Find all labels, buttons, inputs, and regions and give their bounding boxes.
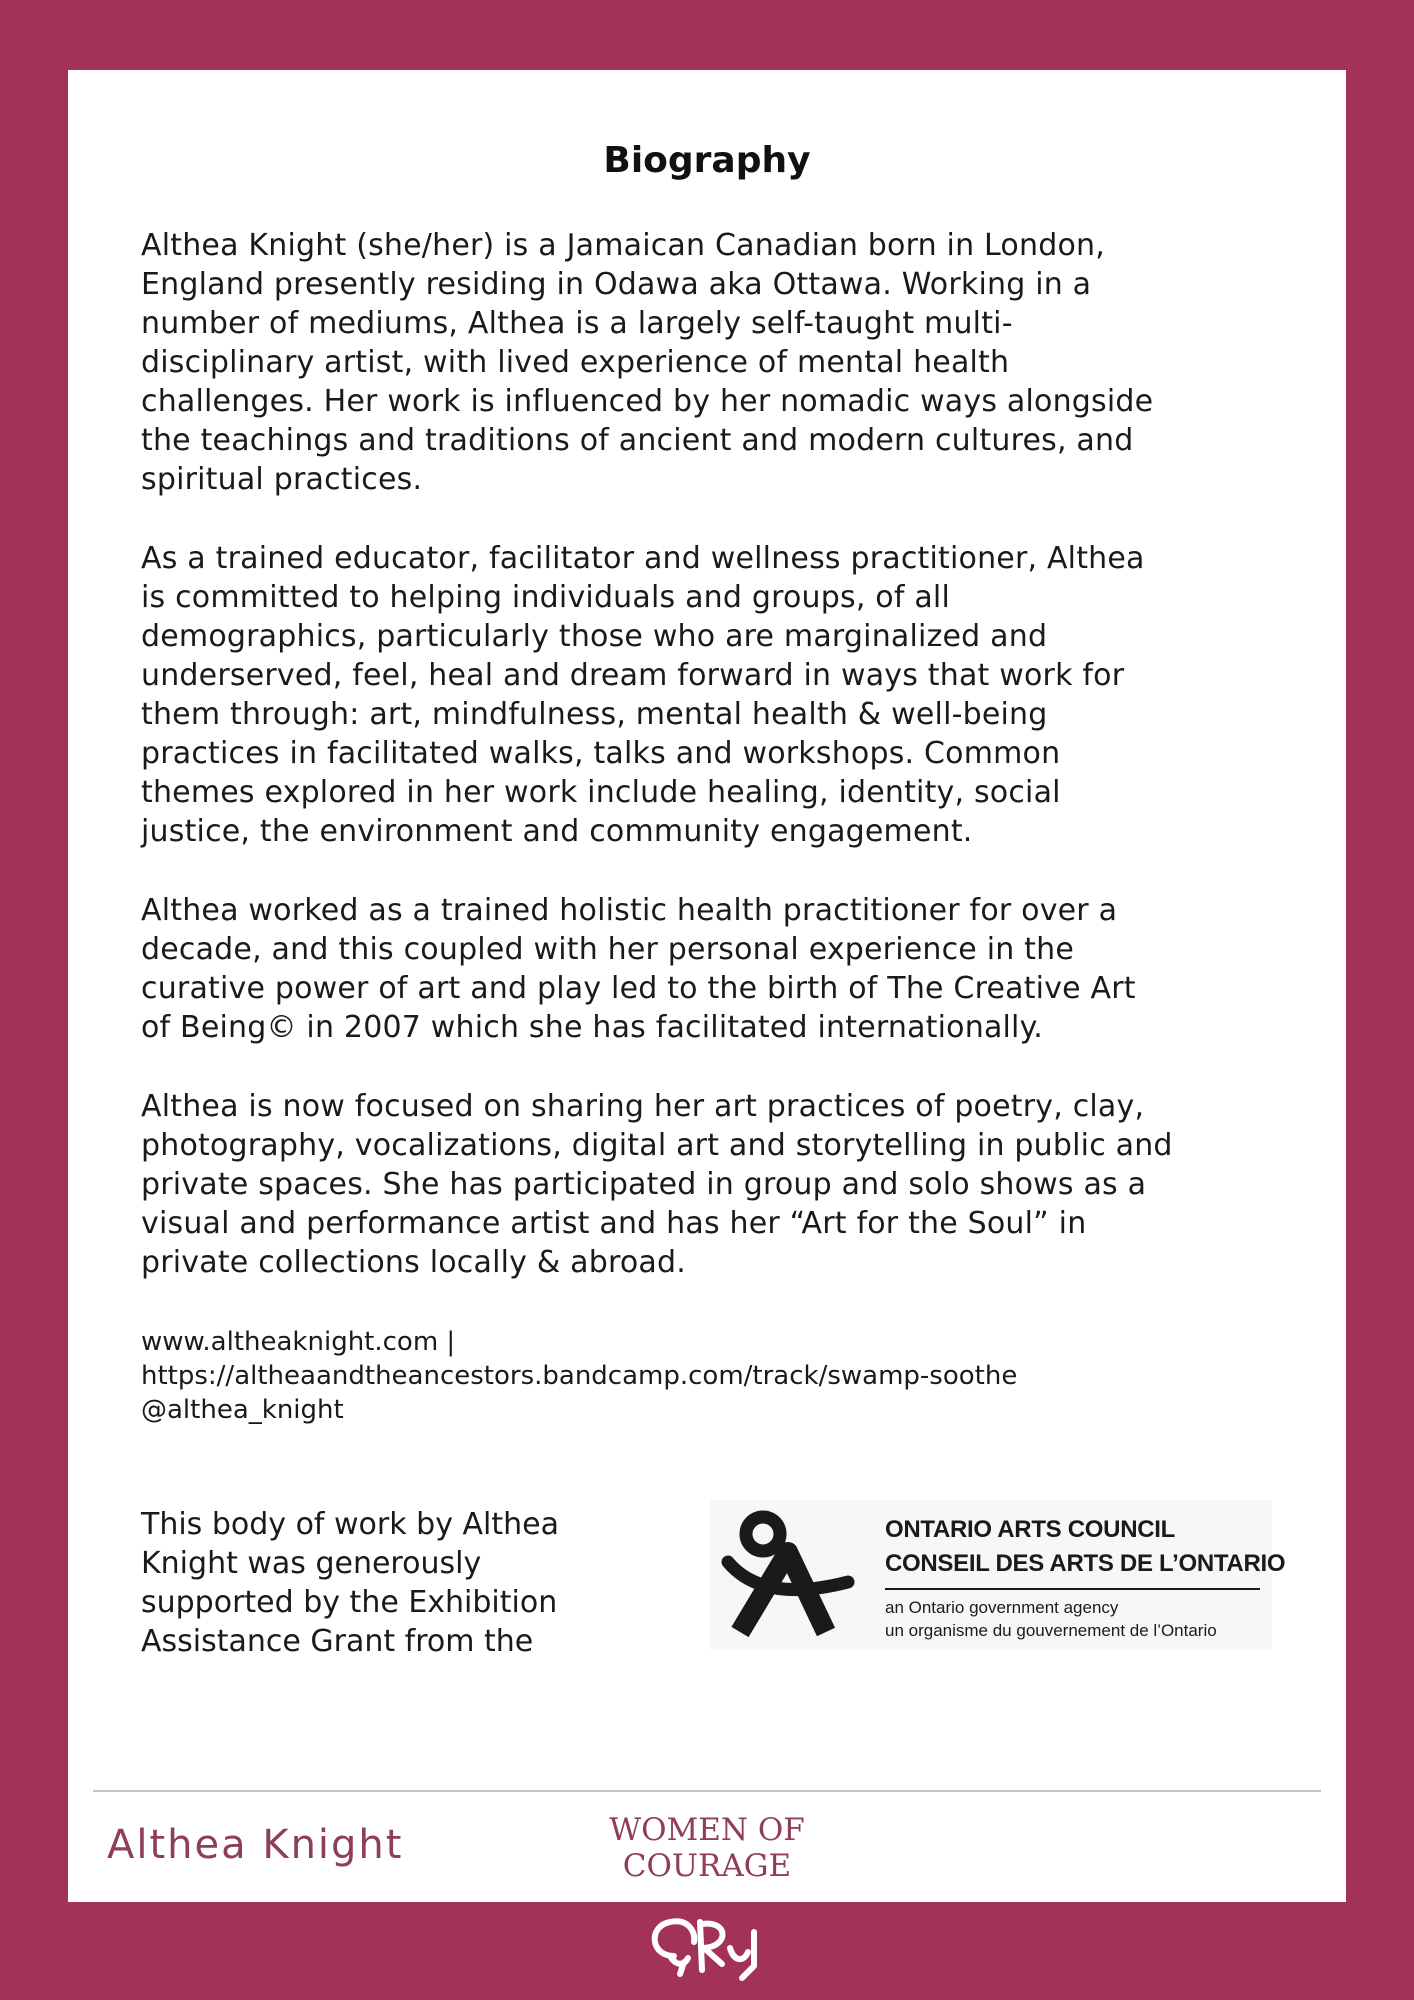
ontario-arts-council-logo bbox=[710, 1500, 1286, 1650]
website-link[interactable]: www.altheaknight.com | bbox=[141, 1327, 456, 1357]
oac-tagline-english: an Ontario government agency bbox=[885, 1598, 1119, 1617]
gallery-logo-icon bbox=[644, 1912, 772, 1986]
series-title-line-1: WOMEN OF bbox=[609, 1812, 805, 1848]
page-title: Biography bbox=[603, 140, 811, 181]
footer-artist-name: Althea Knight bbox=[107, 1822, 404, 1868]
footer-divider bbox=[93, 1790, 1321, 1792]
oac-name-french: CONSEIL DES ARTS DE L’ONTARIO bbox=[885, 1550, 1286, 1577]
contact-links bbox=[141, 1325, 1017, 1427]
oac-name-english: ONTARIO ARTS COUNCIL bbox=[885, 1516, 1175, 1543]
bio-paragraph-2: As a trained educator, facilitator and wellness practitioner, Althea is committed to helping individuals and groups, of all demographics, particularly those who are marginalized and underserved, feel, heal and dream forward in ways that work for them through: art, mindfulness, mental health & well-being practices in facilitated walks, talks and workshops. Common themes explored in her work include healing, identity, social justice, the environment and community engagement. bbox=[141, 541, 1145, 849]
oac-mark-icon bbox=[718, 1504, 878, 1646]
bio-paragraph-3: Althea worked as a trained holistic health practitioner for over a decade, and this coupled with her personal experience in the curative power of art and play led to the birth of The Creative Art of Being© in 2007 which she has facilitated internationally. bbox=[141, 893, 1136, 1045]
social-handle[interactable]: @althea_knight bbox=[141, 1395, 344, 1425]
support-text: This body of work by Althea Knight was generously supported by the Exhibition Assistance Grant from the bbox=[141, 1507, 559, 1659]
footer-series-title bbox=[557, 1812, 857, 1884]
series-title-line-2: COURAGE bbox=[622, 1848, 792, 1884]
bio-paragraph-1: Althea Knight (she/her) is a Jamaican Canadian born in London, England presently residing in Odawa aka Ottawa. Working in a number of mediums, Althea is a largely self-taught multi- disciplinary artist, with lived experience of mental health challenges. Her work is influenced by her nomadic ways alongside the teachings and traditions of ancient and modern cultures, and spiritual practices. bbox=[141, 228, 1154, 497]
oac-tagline-french: un organisme du gouvernement de l’Ontario bbox=[885, 1621, 1217, 1640]
bio-paragraph-4: Althea is now focused on sharing her art practices of poetry, clay, photography, vocalizations, digital art and storytelling in public and private spaces. She has participated in group and solo shows as a visual and performance artist and has her “Art for the Soul” in private collections locally & abroad. bbox=[141, 1089, 1173, 1280]
bandcamp-link[interactable]: https://altheaandtheancestors.bandcamp.com/track/swamp-soothe bbox=[141, 1361, 1018, 1391]
oac-divider bbox=[885, 1588, 1260, 1590]
